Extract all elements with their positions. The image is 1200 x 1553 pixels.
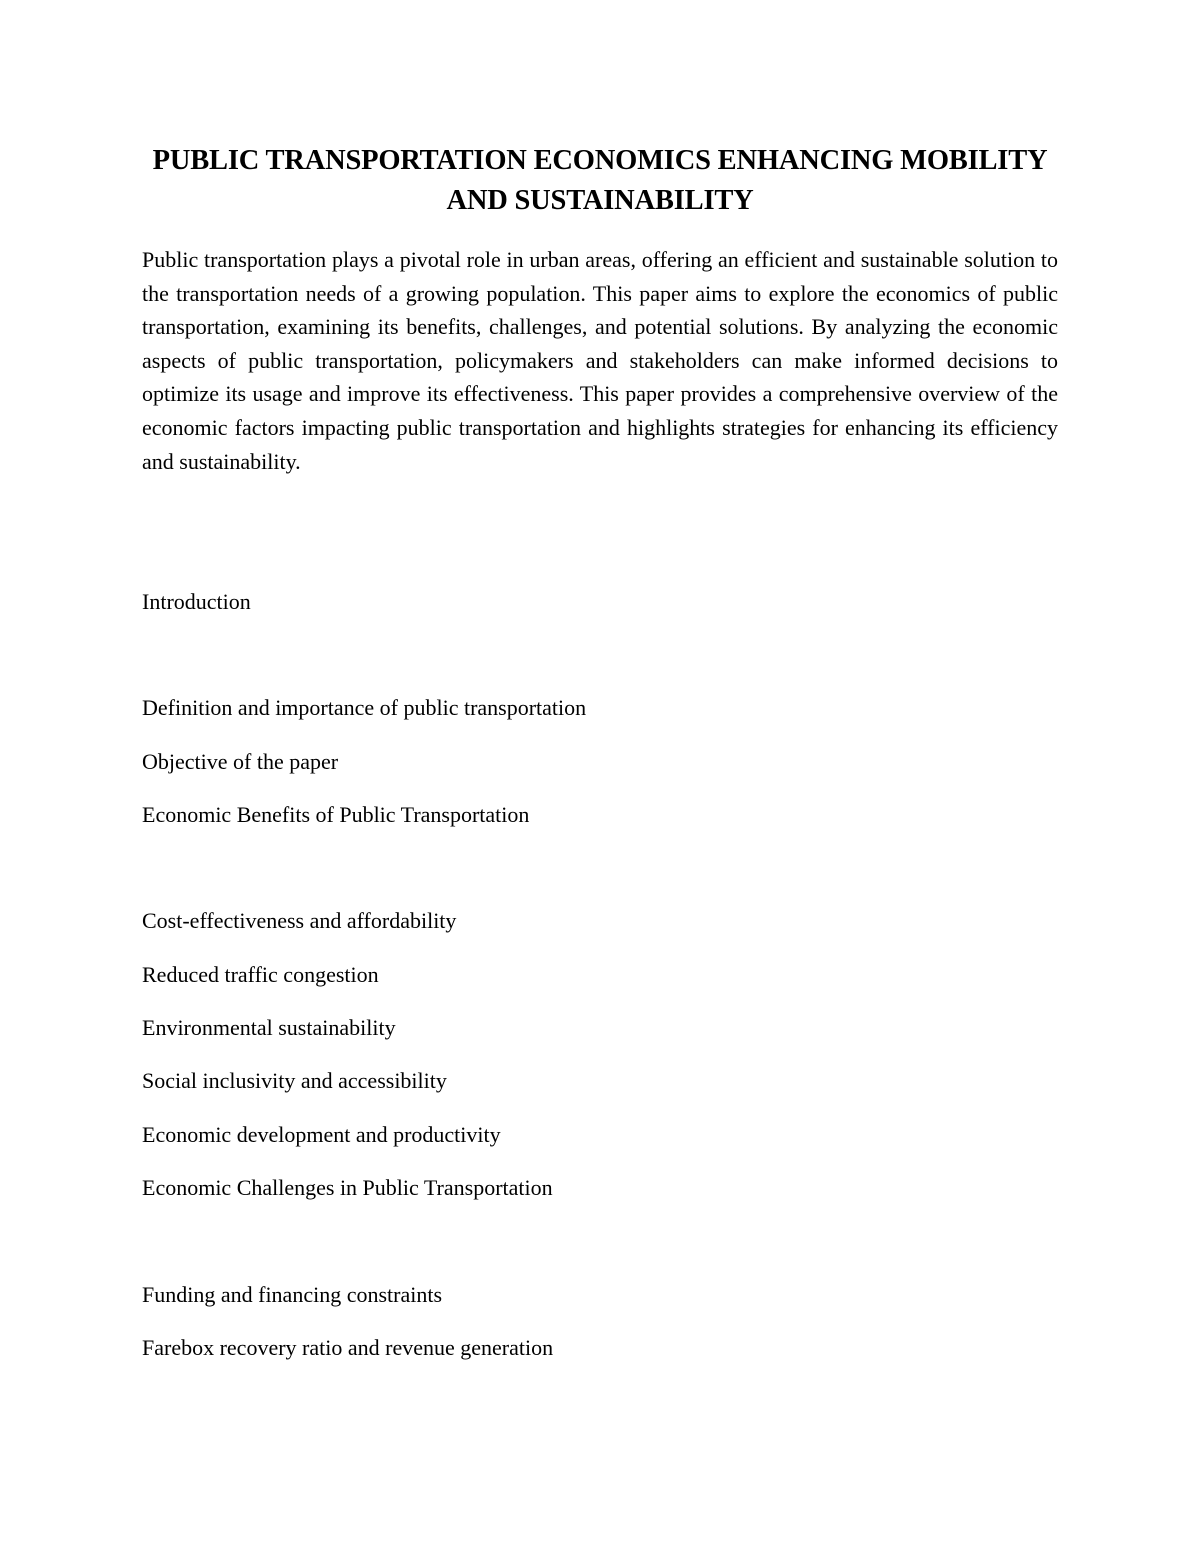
paper-title: PUBLIC TRANSPORTATION ECONOMICS ENHANCING MOBILITY AND SUSTAINABILITY bbox=[152, 145, 1048, 216]
outline-item: Economic development and productivity bbox=[142, 1122, 501, 1147]
outline-heading-challenges: Economic Challenges in Public Transportation bbox=[142, 1175, 553, 1200]
outline-item: Objective of the paper bbox=[142, 749, 339, 774]
outline-item: Social inclusivity and accessibility bbox=[142, 1068, 447, 1093]
outline-item: Cost-effectiveness and affordability bbox=[142, 908, 457, 933]
outline-item: Funding and financing constraints bbox=[142, 1282, 443, 1307]
outline-item: Environmental sustainability bbox=[142, 1015, 396, 1040]
outline-item: Definition and importance of public transportation bbox=[142, 695, 587, 720]
outline-heading-benefits: Economic Benefits of Public Transportation bbox=[142, 802, 530, 827]
abstract-paragraph: Public transportation plays a pivotal role in urban areas, offering an efficient and sustainable solution to the transportation needs of a growing population. This paper aims to explore the economics of public transportation, examining its benefits, challenges, and potential solutions. By analyzing the economic aspects of public transportation, policymakers and stakeholders can make informed decisions to optimize its usage and improve its effectiveness. This paper provides a comprehensive overview of the economic factors impacting public transportation and highlights strategies for enhancing its efficiency and sustainability. bbox=[142, 247, 1058, 474]
outline-item: Reduced traffic congestion bbox=[142, 962, 379, 987]
outline-item-introduction: Introduction bbox=[142, 589, 251, 614]
outline-item: Farebox recovery ratio and revenue generation bbox=[142, 1335, 554, 1360]
